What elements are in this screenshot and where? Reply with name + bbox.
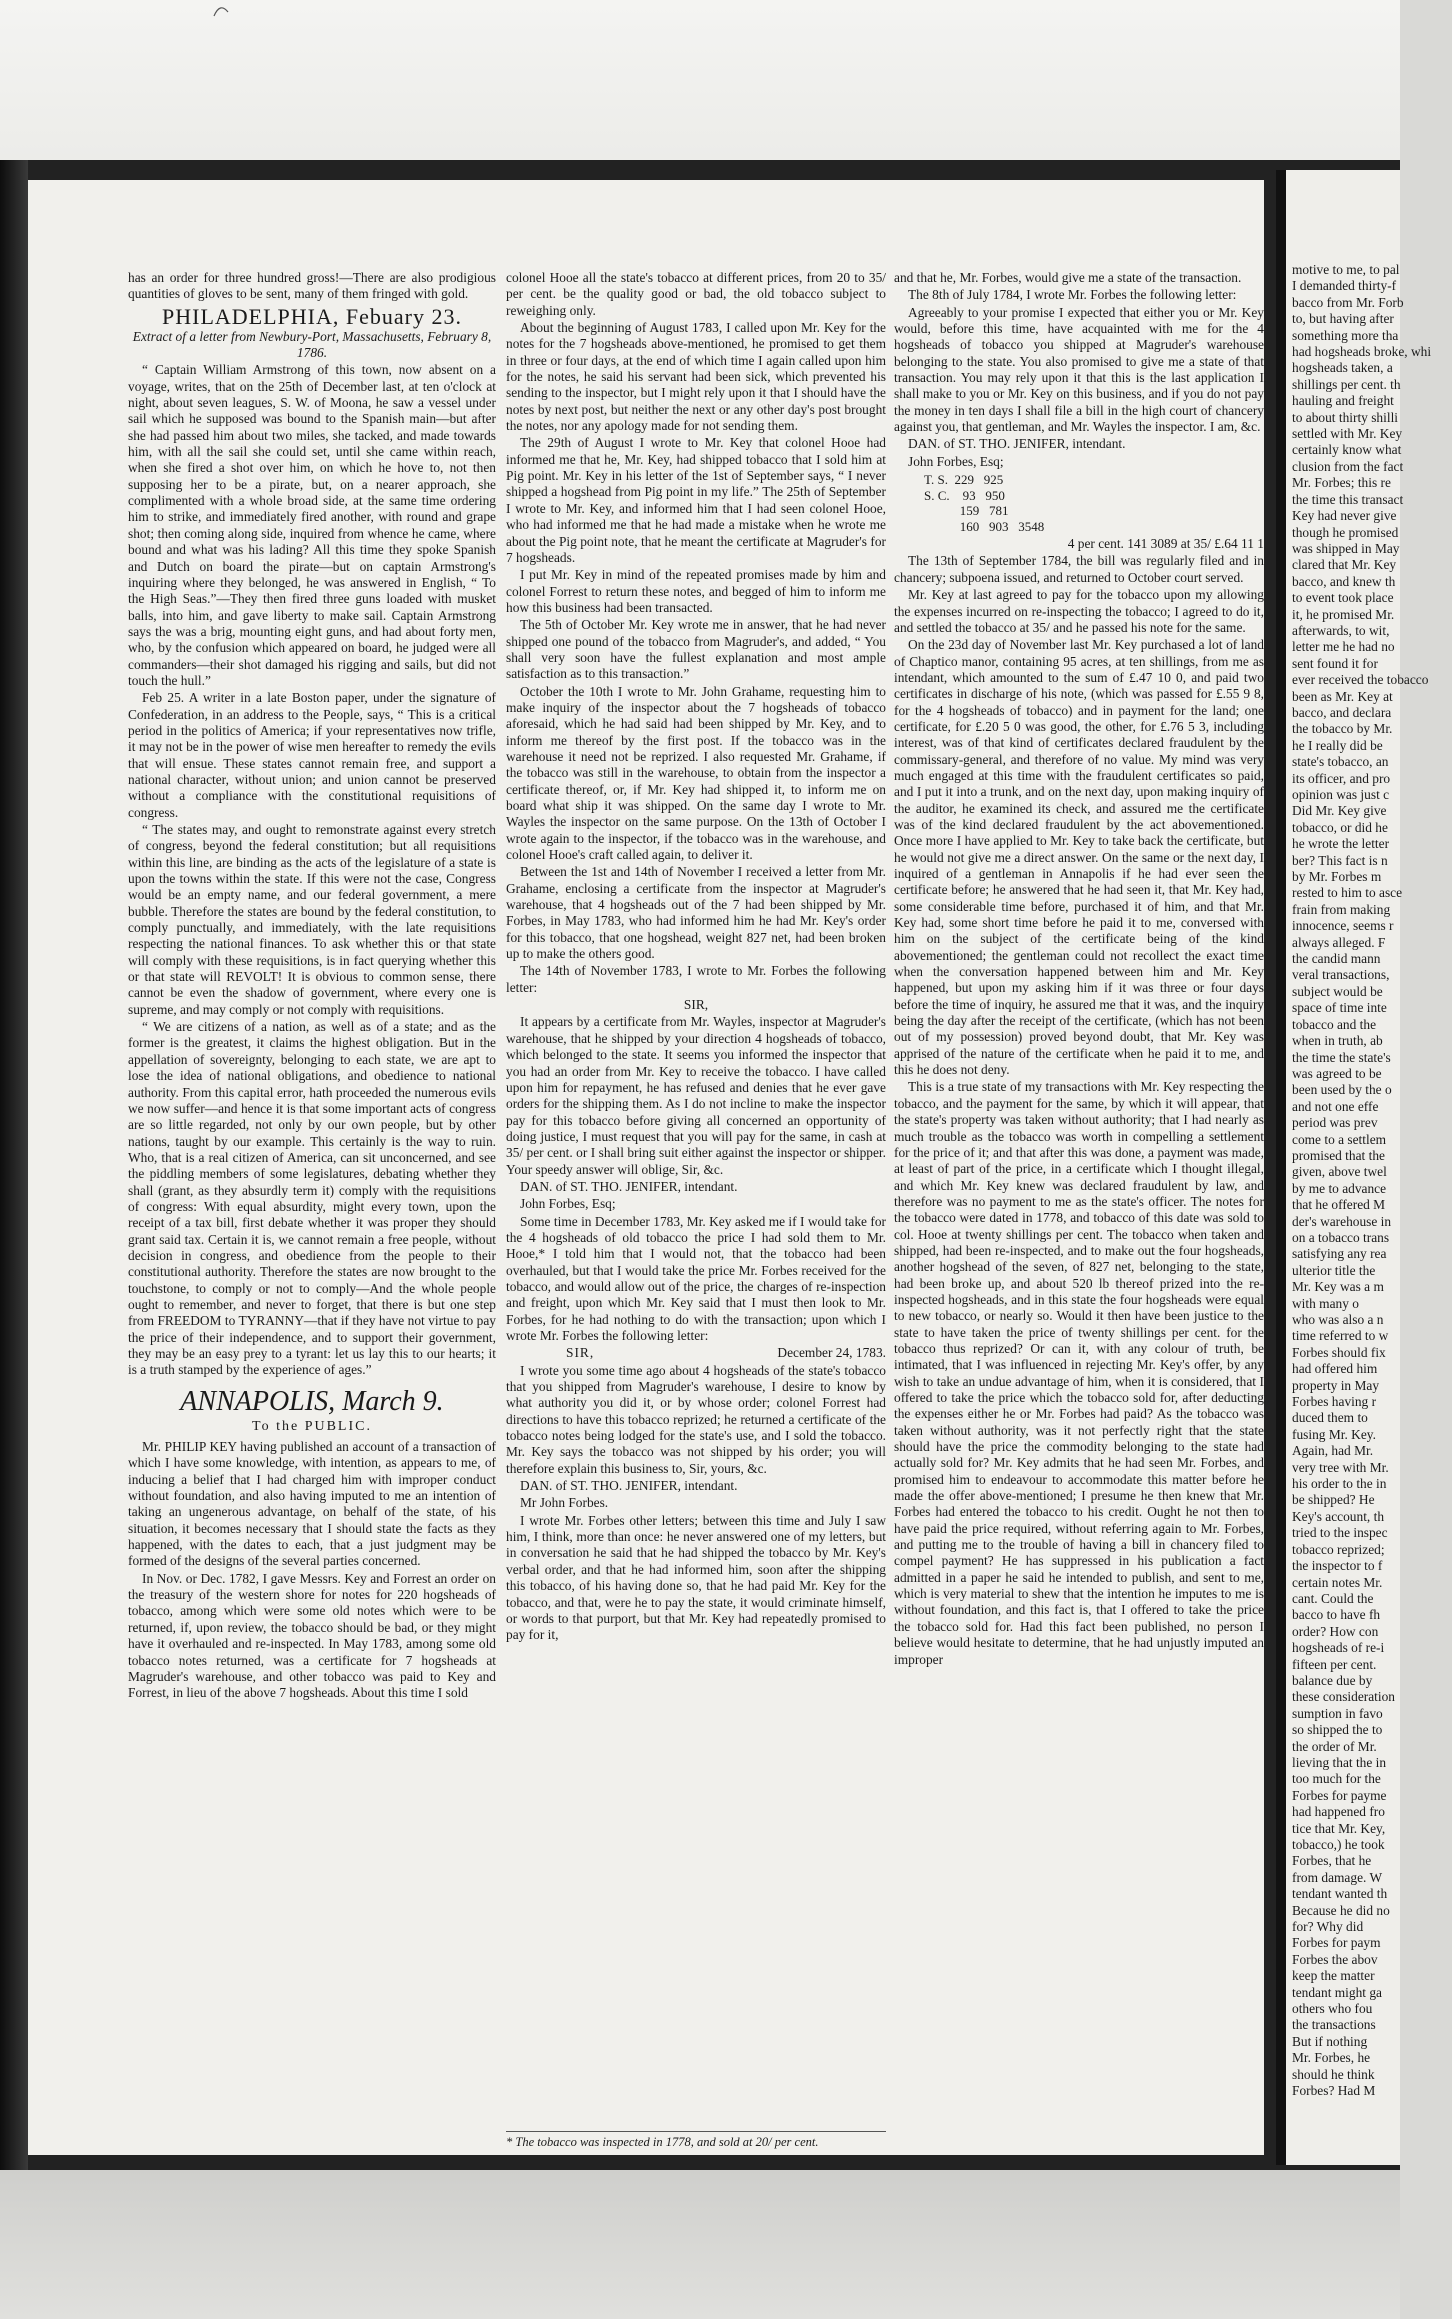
fragment-line: that he offered M <box>1292 1197 1386 1213</box>
article-paragraph: The 14th of November 1783, I wrote to Mr. Forbes the following letter: <box>506 963 886 995</box>
fragment-line: Forbes the abov <box>1292 1951 1378 1967</box>
fragment-line: the tobacco by Mr. <box>1292 721 1393 737</box>
fragment-line: the transactions <box>1292 2017 1376 2033</box>
letter-body: I wrote you some time ago about 4 hogsheads of the state's tobacco that you shipped from Magruder's warehouse, I desire to know by what authority you did it, or by whose order; colonel Forrest had directions to have this tobacco reprized; he returned a certificate of the tobacco notes being lodged for the state's use, and I sold the tobacco. Mr. Key says the tobacco was not shipped by his order; you will therefore explain this business to, Sir, yours, &c. <box>506 1362 886 1476</box>
fragment-line: Again, had Mr. <box>1292 1443 1374 1459</box>
fragment-line: sent found it for <box>1292 655 1378 671</box>
fragment-line: for? Why did <box>1292 1919 1364 1935</box>
fragment-line: opinion was just c <box>1292 787 1390 802</box>
fragment-line: Because he did no <box>1292 1902 1390 1918</box>
fragment-line: period was prev <box>1292 1115 1378 1131</box>
article-paragraph: About the beginning of August 1783, I called upon Mr. Key for the notes for the 7 hogsheads above-mentioned, he promised to get them in three or four days, at the end of which time I again called upon him for the notes, he said his servant had been sick, which prevented his sending to the inspector, but I might rely upon it that I should have the notes by next post, but neither the next or any other day's post brought the notes, nor any apology made for not sending them. <box>506 320 886 434</box>
column-2 <box>506 270 886 2150</box>
fragment-line: lieving that the in <box>1292 1754 1387 1770</box>
fragment-line: tice that Mr. Key, <box>1292 1820 1386 1836</box>
fragment-line: Key had never give <box>1292 508 1397 524</box>
fragment-line: always alleged. F <box>1292 934 1386 950</box>
fragment-line: bacco, and declara <box>1292 704 1392 720</box>
article-paragraph: The 8th of July 1784, I wrote Mr. Forbes the following letter: <box>908 287 1237 303</box>
extract-heading: Extract of a letter from Newbury-Port, Massachusetts, February 8, 1786. <box>132 328 492 361</box>
letter-recipient: John Forbes, Esq; <box>520 1196 616 1212</box>
fragment-line: hogsheads of re-i <box>1292 1640 1385 1656</box>
letter-signature: DAN. of ST. THO. JENIFER, intendant. <box>908 436 1126 452</box>
article-paragraph: The 5th of October Mr. Key wrote me in answer, that he had never shipped one pound of the tobacco from Magruder's, and added, “ You shall very soon have the fullest explanation and most ample satisfaction as to this transaction.” <box>506 617 886 682</box>
fragment-line: these consideration <box>1292 1689 1395 1705</box>
article-paragraph: Mr. PHILIP KEY having published an account of a transaction of which I have some knowledge, with intention, as appears to me, of inducing a belief that I had charged him with improper conduct without foundation, and also having imputed to me an intention of taking an ungenerous advantage, on behalf of the state, of his situation, it becomes necessary that I should state the facts as they happened, with the dates to each, that a just judgment may be formed of the designs of the several parties concerned. <box>128 1439 496 1569</box>
fragment-line: to, but having after <box>1292 311 1394 327</box>
article-paragraph: Some time in December 1783, Mr. Key asked me if I would take for the 4 hogsheads of old tobacco the price I had sold them to Mr. Hooe,* I told him that I would not, that the tobacco had been overhauled, but that I would take the price Mr. Forbes received for the tobacco, and would allow out of the price, the charges of re-inspection and freight, upon which Mr. Key said that I must then look to Mr. Forbes, for he had nothing to do with the transaction; upon which I wrote Mr. Forbes the following letter: <box>506 1213 886 1343</box>
letter-date: December 24, 1783. <box>777 1345 886 1361</box>
tobacco-weights-total: 4 per cent. 141 3089 at 35/ £.64 11 1 <box>1067 536 1264 552</box>
fragment-line: bacco from Mr. Forb <box>1292 294 1404 310</box>
fragment-line: from damage. W <box>1292 1869 1383 1885</box>
fragment-line: Forbes having r <box>1292 1394 1377 1410</box>
fragment-line: certainly know what <box>1292 442 1402 458</box>
article-paragraph: The 13th of September 1784, the bill was regularly filed and in chancery; subpoena issued, and returned to October court served. <box>894 553 1264 585</box>
fragment-line: cant. Could the <box>1292 1590 1374 1606</box>
fragment-line: the candid mann <box>1292 951 1381 967</box>
article-paragraph: “ Captain William Armstrong of this town, now absent on a voyage, writes, that on the 25th of December last, at ten o'clock at night, about seven leagues, S. W. of Moona, he saw a vessel under sail which he supposed was bound to the Spanish main—but after she had passed him about two miles, she tacked, and made towards him, with all the sail she could set, until she came within reach, when she fired a shot over him, on which he hove to, not then supposing her to be a pirate, but, on a nearer approach, she complimented with a whole broad side, at the same time ordering him to strike, and immediately fired another, with round and grape shot; then coming along side, inquired from whence he came, where bound and what was his lading? All this time they spoke Spanish and Dutch on board the pirate—but on captain Armstrong's inquiring where they belonged, he was answered in English, “ To the High Seas.”—They then fired three guns loaded with musket balls, into him, and gave liberty to make sail. Captain Armstrong says the was a brig, mounting eight guns, and had about forty men, who, by the confusion which appeared on board, he judged were all commanders—their shot damaged his rigging and sails, but did not touch the hull.” <box>128 362 496 688</box>
fragment-line: sumption in favo <box>1292 1705 1383 1721</box>
fragment-line: should he think <box>1292 2066 1375 2082</box>
fragment-line: satisfying any rea <box>1292 1246 1387 1262</box>
fragment-line: rested to him to asce <box>1292 885 1403 901</box>
fragment-line: Forbes for paym <box>1292 1935 1381 1951</box>
letter-recipient: Mr John Forbes. <box>520 1495 609 1511</box>
fragment-line: afterwards, to wit, <box>1292 622 1390 638</box>
fragment-line: though he promised <box>1292 524 1399 540</box>
letter-signature: DAN. of ST. THO. JENIFER, intendant. <box>520 1178 738 1194</box>
fragment-line: property in May <box>1292 1377 1380 1393</box>
column-4-fragment <box>1292 262 1452 2100</box>
fragment-line: tobacco,) he took <box>1292 1837 1385 1852</box>
fragment-line: its officer, and pro <box>1292 770 1391 786</box>
fragment-line: to event took place <box>1292 590 1394 606</box>
fragment-line: Key's account, th <box>1292 1508 1385 1524</box>
article-paragraph: and that he, Mr. Forbes, would give me a state of the transaction. <box>894 270 1242 285</box>
fragment-line: I demanded thirty-f <box>1292 278 1397 294</box>
fragment-line: fifteen per cent. <box>1292 1656 1377 1672</box>
fragment-line: too much for the <box>1292 1771 1381 1787</box>
fragment-line: duced them to <box>1292 1410 1368 1426</box>
fragment-line: fusing Mr. Key. <box>1292 1426 1376 1442</box>
fragment-line: to about thirty shilli <box>1292 409 1399 425</box>
article-paragraph: I wrote Mr. Forbes other letters; between this time and July I saw him, I think, more than once: he never answered one of my letters, but in conversation he said that he had shipped the tobacco by Mr. Key's verbal order, and that he had informed him, soon after the shipping this tobacco, of his having done so, that he had paid Mr. Key for the tobacco, and that, were he to pay the state, it would criminate himself, or words to that purport, but that Mr. Key had repeatedly promised to pay for it, <box>506 1512 886 1643</box>
article-paragraph: October the 10th I wrote to Mr. John Grahame, requesting him to make inquiry of the inspector about the 7 hogsheads of tobacco aforesaid, which he had said had been shipped by Mr. Key, and to inform me thereof by the first post. If the tobacco was in the warehouse it need not be reprized. I also requested Mr. Grahame, if the tobacco was still in the warehouse, to obtain from the inspector a certificate thereof, or, if Mr. Key had shipped it, to inform me on board what ship it was shipped. On the same day I wrote to Mr. Wayles the inspector on the same purpose. On the 13th of October I wrote again to the inspector, if the tobacco was in the warehouse, and colonel Hooe's craft called again, to deliver it. <box>506 683 886 863</box>
letter-body: It appears by a certificate from Mr. Wayles, inspector at Magruder's warehouse, that he shipped by your direction 4 hogsheads of tobacco, which belonged to the state. It seems you informed the inspector that you had an order from Mr. Key to receive the tobacco. I have called upon him for repayment, he has refused and denies that he ever gave orders for the shipping them. As I do not incline to make the inspector pay for this tobacco before giving all concerned an opportunity of doing justice, I must request that you will pay for the same, in cash at 35/ per cent. or I shall bring suit either against the inspector or shipper. Your speedy answer will oblige, Sir, &c. <box>506 1014 886 1177</box>
article-paragraph: colonel Hooe all the state's tobacco at different prices, from 20 to 35/ per cent. be the quality good or bad, the old tobacco subject to reweighing only. <box>506 270 886 318</box>
fragment-line: the time the state's <box>1292 1049 1391 1065</box>
fragment-line: letter me he had no <box>1292 639 1395 655</box>
fragment-line: balance due by <box>1292 1672 1373 1688</box>
fragment-line: Mr. Key was a m <box>1292 1279 1384 1295</box>
fragment-line: the inspector to f <box>1292 1558 1383 1574</box>
fragment-line: was agreed to be <box>1292 1065 1382 1081</box>
philadelphia-heading: PHILADELPHIA, Febuary 23. <box>162 303 462 329</box>
fragment-line: the order of Mr. <box>1292 1738 1377 1754</box>
fragment-line: was shipped in May <box>1292 540 1400 556</box>
fragment-line: certain notes Mr. <box>1292 1574 1383 1590</box>
fragment-line: Forbes for payme <box>1292 1787 1387 1803</box>
fragment-line: hogsheads taken, a <box>1292 360 1393 376</box>
newspaper-page <box>28 180 1264 2155</box>
column-3 <box>894 270 1264 1669</box>
annapolis-heading: ANNAPOLIS, March 9. <box>180 1385 444 1417</box>
fragment-line: it, he promised Mr. <box>1292 606 1395 622</box>
article-paragraph: “ We are citizens of a nation, as well as of a state; and as the former is the greatest, it claims the highest obligation. But in the appellation of sovereignty, belonging to each state, we are apt to lose the idea of national obligations, and obedience to national authority. From this capital error, hath proceeded the numerous evils we now suffer—and hence it is that some important acts of congress are so little regarded, not only by our own people, but by other nations, taught by our example. This certainly is the way to ruin. Who, that is a real citizen of America, can sit unconcerned, and see the piddling members of some legislatures, debating whether they shall (grant, as they absurdly term it) comply with the requisitions of congress: With equal absurdity, might every town, upon the receipt of a tax bill, first debate whether it was proper they should grant said tax. Certain it is, we cannot remain a free people, without decision in congress, and obedience from the people to their constitutional authority. Therefore the states are now brought to the touchstone, to comply or not to comply—And the whole people ought to remember, and never to forget, that there is but one step from FREEDOM to TYRANNY—that if they have not virtue to pay the price of their independence, and to support their government, they may be an easy prey to a tyrant: let us lay this to our hearts; it is a truth stamped by the experience of ages.” <box>128 1019 496 1378</box>
article-paragraph: Mr. Key at last agreed to pay for the tobacco upon my allowing the expenses incurred on re-inspecting the tobacco; I agreed to do it, and settled the tobacco at 35/ and he passed his note for the same. <box>894 587 1264 635</box>
scan-bottom-margin <box>0 2170 1400 2319</box>
page-gutter <box>1276 170 1286 2165</box>
footnote: * The tobacco was inspected in 1778, and sold at 20/ per cent. <box>506 2131 886 2150</box>
fragment-line: promised that the <box>1292 1147 1385 1163</box>
fragment-line: who was also a n <box>1292 1312 1384 1327</box>
fragment-line: Forbes? Had M <box>1292 2083 1376 2099</box>
fragment-line: his order to the in <box>1292 1476 1387 1492</box>
fragment-line: Mr. Forbes; this re <box>1292 475 1391 491</box>
letter-body: Agreeably to your promise I expected that either you or Mr. Key would, before this time, have acquainted with me for the 4 hogsheads of tobacco you shipped at Magruder's warehouse belonging to the state. You also promised to give me a state of that transaction. You may rely upon it that this is the last application I shall make to you or Mr. Key on this business, and if you do not pay the money in ten days I shall file a bill in the high court of chancery against you, that gentleman, and Mr. Wayles the inspector. I am, &c. <box>894 304 1264 435</box>
fragment-line: he I really did be <box>1292 737 1383 753</box>
fragment-line: come to a settlem <box>1292 1131 1387 1147</box>
fragment-line: been as Mr. Key at <box>1292 688 1393 704</box>
scan-top-margin <box>0 0 1400 160</box>
article-paragraph: “ The states may, and ought to remonstrate against every stretch of congress, beyond the federal constitution; but all requisitions within this line, are binding as the acts of the legislature of a state is upon the towns within the state. If this were not the case, Congress would be an empty name, and our federal government, a mere bubble. Therefore the states are bound by the federal constitution, to comply punctually, and immediately, with the late requisitions respecting the national finances. To ask whether this or that state will comply with these requisitions, is in fact querying whether this or that state will REVOLT! It is obvious to common sense, there cannot be even the shadow of government, where every one is supreme, and may comply or not comply with requisitions. <box>128 822 496 1017</box>
fragment-line: motive to me, to pal <box>1292 262 1400 277</box>
fragment-line: by me to advance <box>1292 1180 1387 1196</box>
fragment-line: But if nothing <box>1292 2033 1368 2049</box>
fragment-line: space of time inte <box>1292 1000 1387 1016</box>
fragment-line: shillings per cent. th <box>1292 376 1401 392</box>
fragment-line: ber? This fact is n <box>1292 852 1388 868</box>
fragment-line: very tree with Mr. <box>1292 1459 1389 1475</box>
fragment-line: ulterior title the <box>1292 1262 1376 1278</box>
article-paragraph: This is a true state of my transactions with Mr. Key respecting the tobacco, and the payment for the same, by which it will appear, that the state's property was taken without authority; that I had nearly as much trouble as the tobacco was worth in compelling a settlement for the price of it; and that after this was done, a payment was made, at least of part of the price, in a certificate which I thought illegal, and which Mr. Key knew was declared fraudulent by law, and therefore was no payment to me as the state's officer. The notes for the tobacco were dated in 1778, and tobacco of this date was sold to col. Hooe at twenty shillings per cent. The tobacco when taken and shipped, had been re-inspected, and to make out the four hogsheads, another hogshead of the seven, of 827 net, belonging to the state, had been broke up, and about 520 lb thereof prized into the re-inspected hogsheads, and in this state the four hogsheads were equal to new tobacco, or nearly so. Would it then have been justice to the state to have taken the price of twenty shillings per cent. for the tobacco thus reprized? Or can it, with any colour of truth, be intimated, that I was influenced in rejecting Mr. Key's offer, by any wish to take an undue advantage of him, when it is considered, that I offered to take the price which the tobacco sold for, after deducting the expenses either he or Mr. Forbes had paid? As the tobacco was taken without authority, was it not perfectly right that the state should have the price the commodity belonging to the state had actually sold for? Mr. Key admits that he had seen Mr. Forbes, and promised him to endeavour to accommodate this matter before he made the offer above-mentioned; I presume he then knew that Mr. Forbes had entered the tobacco to his credit. Ought he not then to have paid the price required, without referring again to Mr. Forbes, and putting me to the trouble of having a bill in chancery filed to compel payment? He has suppressed in his publication a fact admitted in a paper he said he intended to publish, and sent to me, which is very material to shew that the intention he imputes to me is without foundation, and this fact is, that I offered to take the price the tobacco sold for. Had this fact been published, no person I believe would hesitate to determine, that he had unjustly imputed an improper <box>894 1079 1264 1667</box>
to-the-public-heading: To the PUBLIC. <box>252 1418 372 1434</box>
fragment-line: state's tobacco, an <box>1292 754 1389 770</box>
fragment-line: tendant might ga <box>1292 1984 1382 2000</box>
fragment-line: Mr. Forbes, he <box>1292 2050 1371 2066</box>
fragment-line: subject would be <box>1292 983 1383 999</box>
article-paragraph: The 29th of August I wrote to Mr. Key that colonel Hooe had informed me that he, Mr. Key, had shipped tobacco that I sold him at Pig point. Mr. Key in his letter of the 1st of September says, “ I never shipped a hogshead from Pig point in my life.” The 25th of September I wrote to Mr. Key, and informed him that I had seen colonel Hooe, who had informed me that he had made a mistake when he wrote me about the Pig point note, that he meant the certificate at Magruder's for 7 hogsheads. <box>506 435 886 565</box>
fragment-line: time referred to w <box>1292 1328 1389 1344</box>
fragment-line: clusion from the fact <box>1292 458 1404 474</box>
fragment-line: tobacco, or did he <box>1292 819 1388 835</box>
fragment-line: given, above twel <box>1292 1164 1387 1180</box>
fragment-line: by Mr. Forbes m <box>1292 869 1382 885</box>
fragment-line: had hogsheads broke, whi <box>1292 344 1432 360</box>
fragment-line: bacco, and knew th <box>1292 573 1396 589</box>
fragment-line: had offered him <box>1292 1361 1378 1377</box>
fragment-line: order? How con <box>1292 1623 1379 1639</box>
article-paragraph: On the 23d day of November last Mr. Key purchased a lot of land of Chaptico manor, containing 95 acres, at ten shillings, from me as intendant, which amounted to the sum of £.47 10 0, and paid two certificates in discharge of his note, (which was passed for £.55 9 8, for the 4 hogsheads of tobacco) and in payment for the land; one certificate, for £.20 5 0 was good, the other, for £.76 5 3, including interest, was of that kind of certificates declared fraudulent by the commissary-general, and therefore of no value. My mind was very much engaged at this time with the fraudulent certificates so paid, and I put it into a trunk, and on the next day, upon making inquiry of the auditor, he examined its check, and assured me the certificate was of the kind declared fraudulent by the act abovementioned. Once more I have applied to Mr. Key to take back the certificate, but he would not give me a direct answer. On the same or the next day, I inquired of a gentleman in Annapolis if he had ever seen the certificate before; he answered that he had seen it, that Mr. Key had, some considerable time before, purchased it of him, and that Mr. Key had, some short time before he paid it to me, conversed with him on the subject of the certificate being of the kind abovementioned; the gentleman could not recollect the exact time when the conversation happened between him and Mr. Key happened, but upon my asking him if it was three or four days before the time of inquiry, he assured me that it was, and the inquiry being the day after the receipt of the certificate, (which has not been out of my possession) proved beyond doubt, that Mr. Key was apprised of the nature of the certificate when he paid it to me, and this he does not deny. <box>894 637 1264 1078</box>
binding-spine <box>0 160 28 2170</box>
fragment-line: the time this transact <box>1292 491 1404 507</box>
fragment-line: he wrote the letter <box>1292 836 1390 852</box>
fragment-line: something more tha <box>1292 327 1399 343</box>
letter-recipient: John Forbes, Esq; <box>908 453 1004 469</box>
lead-paragraph: has an order for three hundred gross!—There are also prodigious quantities of gloves to be sent, many of them fringed with gold. <box>128 270 496 302</box>
fragment-line: when in truth, ab <box>1292 1033 1383 1049</box>
fragment-line: with many o <box>1292 1295 1359 1311</box>
article-paragraph: In Nov. or Dec. 1782, I gave Messrs. Key and Forrest an order on the treasury of the western shore for notes for 220 hogsheads of tobacco, among which were some old notes which were to be returned, if, upon review, the tobacco should be bad, or they might have it overhauled and re-inspected. In May 1783, among some old tobacco notes returned, was a certificate for 7 hogsheads at Magruder's warehouse, and other tobacco was paid to Key and Forrest, in lieu of the above 7 hogsheads. About this time I sold <box>128 1570 496 1701</box>
fragment-line: Did Mr. Key give <box>1292 803 1387 819</box>
fragment-line: Forbes, that he <box>1292 1853 1372 1869</box>
fragment-line: frain from making <box>1292 901 1391 917</box>
tobacco-weights-table: T. S. 229 925 S. C. 93 950 159 781 160 903 3548 <box>924 472 1045 534</box>
article-paragraph: Between the 1st and 14th of November I received a letter from Mr. Grahame, enclosing a certificate from the inspector at Magruder's warehouse, that 4 hogsheads out of the 7 had been shipped by Mr. Forbes, in May 1783, who had informed him he had Mr. Key's order for this tobacco, that one hogshead, weight 827 net, had been broken up to make the others good. <box>506 864 886 962</box>
fragment-line: keep the matter <box>1292 1968 1375 1984</box>
fragment-line: tobacco and the <box>1292 1016 1377 1032</box>
fragment-line: been used by the o <box>1292 1082 1392 1098</box>
fragment-line: tendant wanted th <box>1292 1886 1388 1902</box>
pencil-mark-icon <box>210 0 250 20</box>
letter-signature: DAN. of ST. THO. JENIFER, intendant. <box>520 1478 738 1494</box>
column-1 <box>128 270 496 1703</box>
fragment-line: der's warehouse in <box>1292 1213 1392 1229</box>
fragment-line: so shipped the to <box>1292 1722 1383 1738</box>
adjacent-page-fragment <box>1276 170 1432 2165</box>
fragment-line: ever received the tobacco <box>1292 672 1429 688</box>
article-paragraph: Feb 25. A writer in a late Boston paper, under the signature of Confederation, in an address to the People, says, “ This is a critical period in the politics of America; if your representatives now trifle, it may not be in the power of wise men hereafter to remedy the evils that will ensue. These states cannot remain free, and support a national character, without union; and union cannot be preserved without a compliance with the constitutional requisitions of congress. <box>128 690 496 820</box>
fragment-line: others who fou <box>1292 2001 1373 2017</box>
letter-salutation: SIR, <box>566 1345 595 1361</box>
fragment-line: veral transactions, <box>1292 967 1390 983</box>
fragment-line: on a tobacco trans <box>1292 1229 1390 1245</box>
fragment-line: tried to the inspec <box>1292 1525 1388 1541</box>
fragment-line: settled with Mr. Key <box>1292 426 1403 442</box>
fragment-line: clared that Mr. Key <box>1292 557 1397 573</box>
fragment-line: bacco to have fh <box>1292 1607 1381 1623</box>
fragment-line: be shipped? He <box>1292 1492 1375 1508</box>
fragment-line: Forbes should fix <box>1292 1344 1386 1360</box>
fragment-line: tobacco reprized; <box>1292 1541 1385 1557</box>
letter-salutation: SIR, <box>683 997 709 1013</box>
fragment-line: hauling and freight <box>1292 393 1394 409</box>
fragment-line: and not one effe <box>1292 1098 1379 1114</box>
article-paragraph: I put Mr. Key in mind of the repeated promises made by him and colonel Forrest to return these notes, and begged of him to inform me how this business had been transacted. <box>506 567 886 615</box>
fragment-line: innocence, seems r <box>1292 918 1394 934</box>
fragment-line: had happened fro <box>1292 1804 1385 1820</box>
